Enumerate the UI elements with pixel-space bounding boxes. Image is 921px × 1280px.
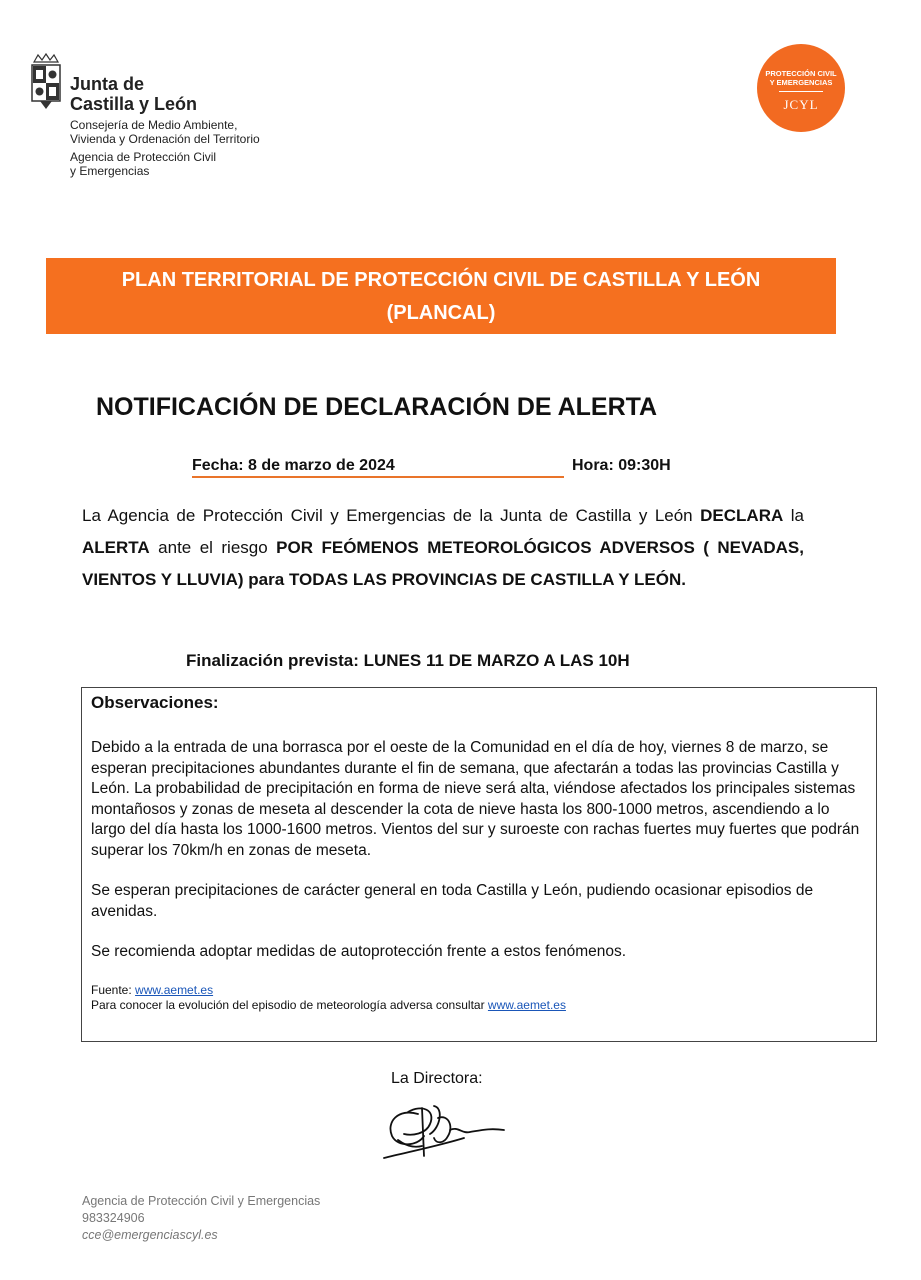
date-underline [192, 476, 564, 478]
org-name-line2: Castilla y León [70, 94, 198, 114]
notice-title: NOTIFICACIÓN DE DECLARACIÓN DE ALERTA [96, 393, 658, 421]
source-label: Fuente: [91, 982, 132, 997]
banner-line2: (PLANCAL) [386, 302, 496, 324]
risk-description: POR FEÓMENOS METEOROLÓGICOS ADVERSOS ( NEVADAS, VIENTOS Y LLUVIA) [82, 538, 804, 589]
civil-protection-logo [757, 44, 845, 132]
notice-time: Hora: 09:30H [572, 457, 671, 474]
logo-abbrev: JCYL [783, 97, 819, 112]
agency-name [70, 150, 216, 178]
end-forecast: Finalización prevista: LUNES 11 DE MARZO A LAS 10H [186, 651, 630, 670]
observations-paragraph-3: Se recomienda adoptar medidas de autoprotección frente a estos fenómenos. [91, 943, 627, 960]
footer-agency: Agencia de Protección Civil y Emergencias [82, 1194, 321, 1208]
footer [82, 1193, 320, 1244]
source-link[interactable]: www.aemet.es [135, 982, 214, 997]
logo-divider [779, 91, 823, 92]
observations-paragraph-2: Se esperan precipitaciones de carácter general en toda Castilla y León, pudiendo ocasionar episodios de avenidas. [91, 882, 814, 920]
declaration-scope: TODAS LAS PROVINCIAS DE CASTILLA Y LEÓN. [288, 570, 686, 589]
declaration-text [82, 500, 804, 596]
declaration-la: la [790, 506, 804, 525]
notice-date: Fecha: 8 de marzo de 2024 [192, 457, 395, 474]
banner-line1: PLAN TERRITORIAL DE PROTECCIÓN CIVIL DE CASTILLA Y LEÓN [121, 269, 761, 291]
footer-email: cce@emergenciascyl.es [82, 1228, 218, 1242]
declaration-mid: ante el riesgo [158, 538, 268, 557]
observations-box [81, 687, 877, 1042]
plan-banner [46, 258, 836, 334]
evolution-link[interactable]: www.aemet.es [487, 997, 566, 1012]
alerta-keyword: ALERTA [82, 538, 150, 557]
observations-paragraph-1: Debido a la entrada de una borrasca por el oeste de la Comunidad en el día de hoy, viernes 8 de marzo, se esperan precipitaciones abundantes durante el fin de semana, que afectarán a todas las provincias Castilla y León. La probabilidad de precipitación en forma de nieve será alta, viéndose afectados los principales sistemas montañosos y zonas de meseta al descender la cota de nieve hasta los 800-1000 metros, ascendiendo a lo largo del día hasta los 1000-1600 metros. Vientos del sur y suroeste con rachas fuertes muy fuertes que podrán superar los 70km/h en zonas de meseta. [91, 739, 860, 859]
footer-phone: 983324906 [82, 1211, 145, 1225]
declaration-intro: La Agencia de Protección Civil y Emergencias de la Junta de Castilla y León [82, 506, 693, 525]
org-name-line1: Junta de [70, 74, 145, 94]
logo-line2: Y EMERGENCIAS [769, 78, 833, 87]
declaration-para: para [248, 570, 285, 589]
sources [91, 983, 867, 1013]
dept-line2: Vivienda y Ordenación del Territorio [70, 132, 260, 146]
handwritten-signature [378, 1100, 508, 1166]
evolution-line [91, 998, 867, 1013]
date-time-line [192, 457, 694, 479]
coat-of-arms-icon [26, 52, 66, 114]
department-name [70, 118, 260, 146]
agency-line1: Agencia de Protección Civil [70, 150, 217, 164]
agency-line2: y Emergencias [70, 164, 150, 178]
dept-line1: Consejería de Medio Ambiente, [70, 118, 238, 132]
evolution-text: Para conocer la evolución del episodio de meteorología adversa consultar [91, 997, 485, 1012]
organization-name [70, 74, 197, 114]
source-line [91, 983, 867, 998]
observations-title: Observaciones: [91, 693, 219, 712]
declara-keyword: DECLARA [700, 506, 784, 525]
signer-label: La Directora: [391, 1070, 483, 1087]
logo-line1: PROTECCIÓN CIVIL [765, 69, 837, 78]
